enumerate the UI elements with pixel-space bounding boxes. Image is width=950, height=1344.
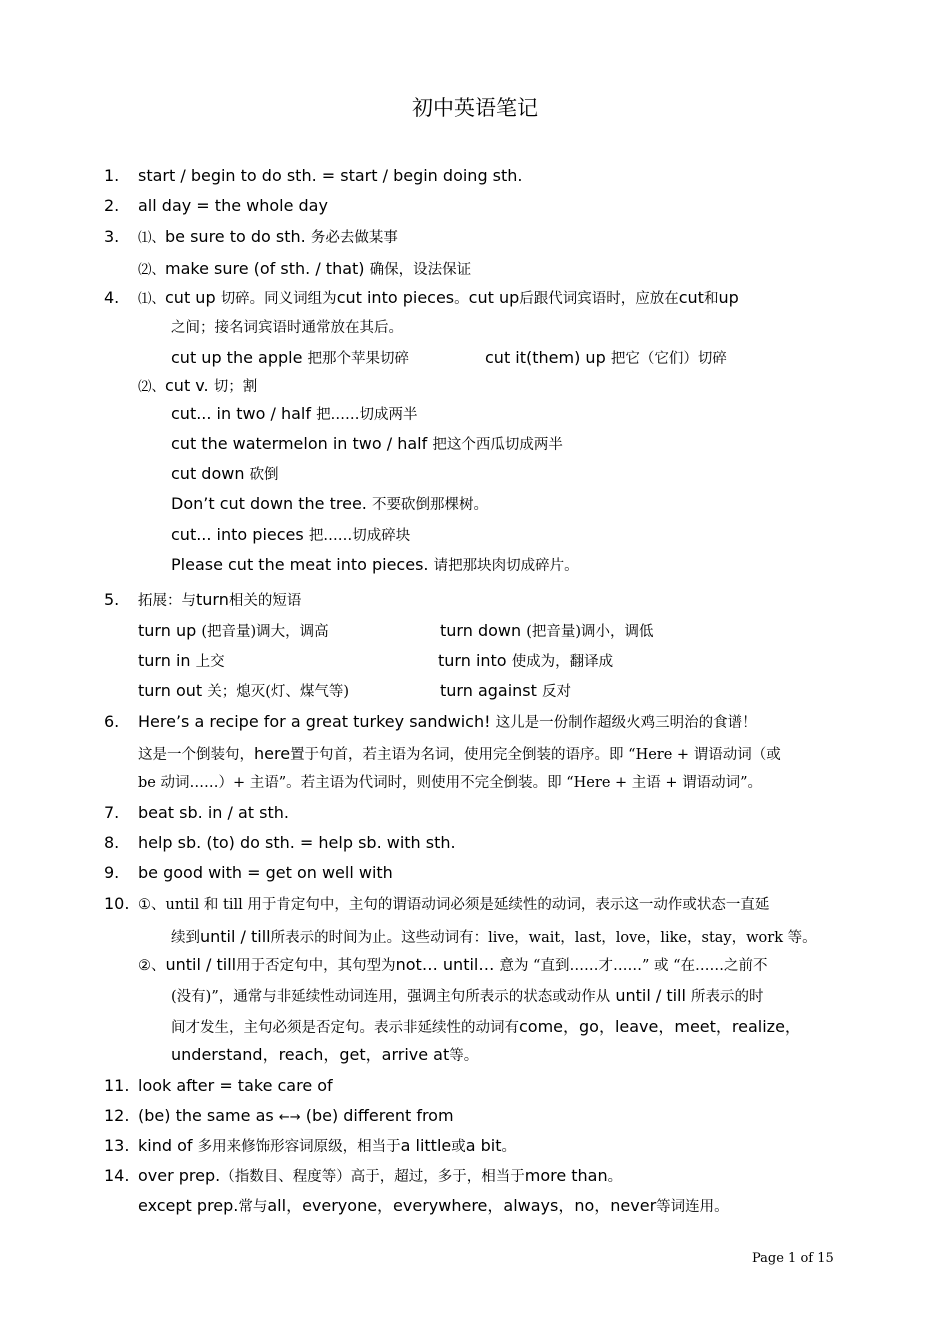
cn-text: 把这个西瓜切成两半 (432, 437, 563, 453)
en-text: turn out (138, 681, 203, 700)
note-line (485, 348, 727, 369)
note-line (138, 227, 398, 248)
en-text: here (254, 744, 291, 763)
note-line (138, 681, 349, 702)
en-text: over prep. (138, 1166, 221, 1185)
en-text: until / till (200, 927, 271, 946)
note-line (138, 955, 768, 976)
note-line (171, 525, 410, 546)
note-line (171, 434, 563, 455)
note-line (138, 590, 301, 611)
note-line: be good with = get on well with (138, 863, 393, 882)
cn-text: 反对 (542, 684, 571, 700)
cn-text: 和 (703, 291, 719, 307)
en-text: turn in (138, 651, 191, 670)
note-line (171, 494, 488, 515)
item-number: 12. (104, 1106, 130, 1125)
en-text: understand，reach，get，arrive at (171, 1045, 450, 1064)
cn-text: 请把那块肉切成碎片。 (433, 558, 579, 574)
note-line (171, 555, 579, 576)
cn-text: 间才发生，主句必须是否定句。表示非延续性的动词有 (171, 1020, 519, 1036)
cn-text: 所表示的时 (691, 989, 764, 1005)
note-line (171, 1045, 478, 1066)
en-text: up (718, 288, 739, 307)
note-line (138, 651, 225, 672)
note-line (138, 1136, 516, 1157)
en-text: turn into (438, 651, 507, 670)
cn-text: 这儿是一份制作超级火鸡三明治的食谱！ (495, 715, 757, 731)
cn-text: (把音量)调大，调高 (201, 624, 329, 640)
cn-text: 这是一个倒装句， (138, 747, 254, 763)
en-text: Don’t cut down the tree. (171, 494, 367, 513)
note-line (171, 464, 279, 485)
cn-text: 不要砍倒那棵树。 (371, 497, 488, 513)
note-line (138, 621, 329, 642)
note-line (171, 927, 817, 948)
item-number: 3. (104, 227, 120, 246)
sub-marker: ⑴、 (138, 291, 165, 307)
sub-marker: ⑴、 (138, 230, 165, 246)
note-line (138, 712, 757, 733)
cn-text: 确保，设法保证 (369, 262, 472, 278)
en-text: cut v. (165, 376, 209, 395)
cn-text: 把……切成两半 (316, 407, 418, 423)
item-number: 5. (104, 590, 120, 609)
note-line (171, 1017, 801, 1038)
cn-text: 后跟代词宾语时，应放在 (519, 291, 679, 307)
note-line: look after = take care of (138, 1076, 333, 1095)
cn-text: 相关的短语 (228, 593, 302, 609)
cn-text: 切碎。同义词组为 (220, 291, 337, 307)
cn-text: 等词连用。 (656, 1199, 729, 1215)
cn-text: 置于句首，若主语为名词，使用完全倒装的语序。即 “Here + 谓语动词（或 (290, 747, 781, 763)
page-footer: Page 1 of 15 (752, 1251, 834, 1266)
en-text: make sure (of sth. / that) (165, 259, 365, 278)
en-text: Here’s a recipe for a great turkey sandwich! (138, 712, 491, 731)
en-text: a little (400, 1136, 452, 1155)
note-line (138, 1196, 729, 1217)
note-line (138, 288, 739, 309)
cn-text: 拓展：与 (138, 593, 196, 609)
item-number: 10. (104, 894, 130, 913)
en-text: cut (678, 288, 704, 307)
item-number: 2. (104, 196, 120, 215)
en-text: cut up (165, 288, 216, 307)
cn-text: until 和 till 用于肯定句中，主句的谓语动词必须是延续性的动词，表示这一动作或状态一直延 (165, 897, 770, 913)
en-text: cut it(them) up (485, 348, 606, 367)
note-line (138, 259, 471, 280)
cn-text: (把音量)调小，调低 (526, 624, 654, 640)
cn-text: 等。 (449, 1048, 479, 1064)
note-line (438, 651, 613, 672)
item-number: 13. (104, 1136, 130, 1155)
note-line: beat sb. in / at sth. (138, 803, 289, 822)
note-line: help sb. (to) do sth. = help sb. with sth. (138, 833, 456, 852)
note-line: all day = the whole day (138, 196, 328, 215)
note-line: be 动词……）+ 主语”。若主语为代词时，则使用不完全倒装。即 “Here + 主语 + 谓语动词”。 (138, 775, 763, 791)
cn-text: 。 (454, 291, 469, 307)
item-number: 6. (104, 712, 120, 731)
note-line (440, 681, 571, 702)
en-text: until / till (165, 955, 237, 974)
cn-text: 切；割 (213, 379, 258, 395)
double-arrow-icon: ←→ (278, 1110, 301, 1125)
note-line: start / begin to do sth. = start / begin doing sth. (138, 166, 523, 185)
en-text: Please cut the meat into pieces. (171, 555, 429, 574)
item-number: 11. (104, 1076, 130, 1095)
cn-text: 用于否定句中，其句型为 (236, 958, 396, 974)
note-line (138, 1166, 622, 1187)
sub-marker: ⑵、 (138, 379, 165, 395)
en-text: more than (524, 1166, 608, 1185)
item-number: 7. (104, 803, 120, 822)
note-line (171, 986, 764, 1007)
en-text: cut... in two / half (171, 404, 311, 423)
en-text: cut down (171, 464, 245, 483)
cn-text: 砍倒 (249, 467, 279, 483)
en-text: cut... into pieces (171, 525, 304, 544)
en-text: come，go，leave，meet，realize， (519, 1017, 801, 1036)
cn-text: 。 (501, 1139, 516, 1155)
cn-text: 把……切成碎块 (308, 528, 411, 544)
item-number: 8. (104, 833, 120, 852)
cn-text: 关；熄灭(灯、煤气等) (207, 684, 350, 700)
cn-text: 多用来修饰形容词原级，相当于 (197, 1139, 401, 1155)
en-text: turn down (440, 621, 522, 640)
en-text: until / till (615, 986, 686, 1005)
en-text: cut up (468, 288, 520, 307)
item-number: 14. (104, 1166, 130, 1185)
sub-marker: ⑵、 (138, 262, 165, 278)
cn-text: 上交 (195, 654, 225, 670)
en-text: turn up (138, 621, 197, 640)
en-text: except prep. (138, 1196, 239, 1215)
cn-text: 续到 (171, 930, 200, 946)
cn-text: 意为 “直到……才……” 或 “在……之前不 (499, 958, 768, 974)
en-text: be sure to do sth. (165, 227, 306, 246)
en-text: cut up the apple (171, 348, 303, 367)
en-text: not… until… (395, 955, 495, 974)
en-text: (be) the same as (138, 1106, 274, 1125)
en-text: cut the watermelon in two / half (171, 434, 428, 453)
cn-text: （指数目、程度等）高于，超过，多于，相当于 (220, 1169, 525, 1185)
en-text: turn (196, 590, 229, 609)
note-line (138, 744, 781, 765)
cn-text: 。 (607, 1169, 623, 1185)
cn-text: 常与 (238, 1199, 268, 1215)
cn-text: 或 (451, 1139, 466, 1155)
item-number: 4. (104, 288, 120, 307)
en-text: cut into pieces (336, 288, 455, 307)
en-text: all，everyone，everywhere，always，no，never (267, 1196, 657, 1215)
note-line (138, 376, 257, 397)
note-line: 之间；接名词宾语时通常放在其后。 (171, 320, 403, 336)
note-line (138, 894, 769, 915)
cn-text: 所表示的时间为止。这些动词有：live，wait，last，love，like，stay，work 等。 (270, 930, 817, 946)
cn-text: (没有)”，通常与非延续性动词连用，强调主句所表示的状态或动作从 (171, 989, 611, 1005)
note-line (171, 348, 409, 369)
item-number: 9. (104, 863, 120, 882)
note-line (171, 404, 418, 425)
en-text: a bit (465, 1136, 502, 1155)
note-line (440, 621, 654, 642)
item-number: 1. (104, 166, 120, 185)
page-title: 初中英语笔记 (412, 96, 538, 120)
en-text: turn against (440, 681, 537, 700)
cn-text: 把那个苹果切碎 (307, 351, 410, 367)
note-line (138, 1106, 454, 1128)
cn-text: 使成为，翻译成 (511, 654, 614, 670)
en-text: (be) different from (305, 1106, 454, 1125)
cn-text: 务必去做某事 (310, 230, 398, 246)
en-text: kind of (138, 1136, 193, 1155)
cn-text: 把它（它们）切碎 (610, 351, 727, 367)
sub-marker: ①、 (138, 897, 166, 913)
sub-marker: ②、 (138, 958, 166, 974)
